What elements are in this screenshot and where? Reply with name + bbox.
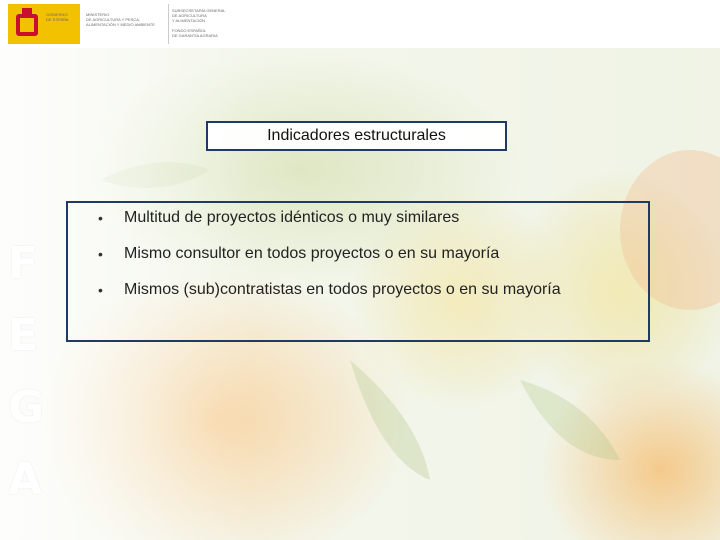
bullet-icon: • — [98, 210, 103, 226]
bullet-icon: • — [98, 246, 103, 262]
bullet-text: Multitud de proyectos idénticos o muy similares — [124, 209, 460, 226]
bullet-text: Mismo consultor en todos proyectos o en su mayoría — [124, 245, 500, 262]
bullet-icon: • — [98, 282, 103, 298]
coat-of-arms-icon — [14, 8, 40, 40]
fega-vertical-logo — [8, 228, 44, 516]
gov-text-left: GOBIERNO DE ESPAÑA — [46, 12, 69, 22]
fega-letter-a: A — [8, 454, 43, 505]
agency-text: SUBSECRETARÍA GENERAL DE AGRICULTURA Y ALIMENTACIÓN FONDO ESPAÑOL DE GARANTÍA AGRARIA — [172, 8, 226, 38]
bullet-item — [98, 243, 561, 279]
bullet-item — [98, 207, 561, 243]
bullet-text: Mismos (sub)contratistas en todos proyectos o en su mayoría — [124, 281, 561, 298]
bullet-item — [98, 279, 561, 315]
fega-letter-f: F — [8, 238, 39, 289]
bullet-list — [98, 207, 561, 315]
bullet-content-box — [66, 201, 650, 342]
slide-title: Indicadores estructurales — [206, 121, 507, 151]
ministry-text: MINISTERIO DE AGRICULTURA Y PESCA, ALIMENTACIÓN Y MEDIO AMBIENTE — [86, 12, 155, 27]
coat-of-arms-logo — [8, 4, 80, 44]
fega-letter-g: G — [8, 382, 45, 433]
government-logo — [8, 4, 228, 44]
fega-letter-e: E — [8, 310, 39, 361]
logo-divider — [168, 4, 169, 44]
